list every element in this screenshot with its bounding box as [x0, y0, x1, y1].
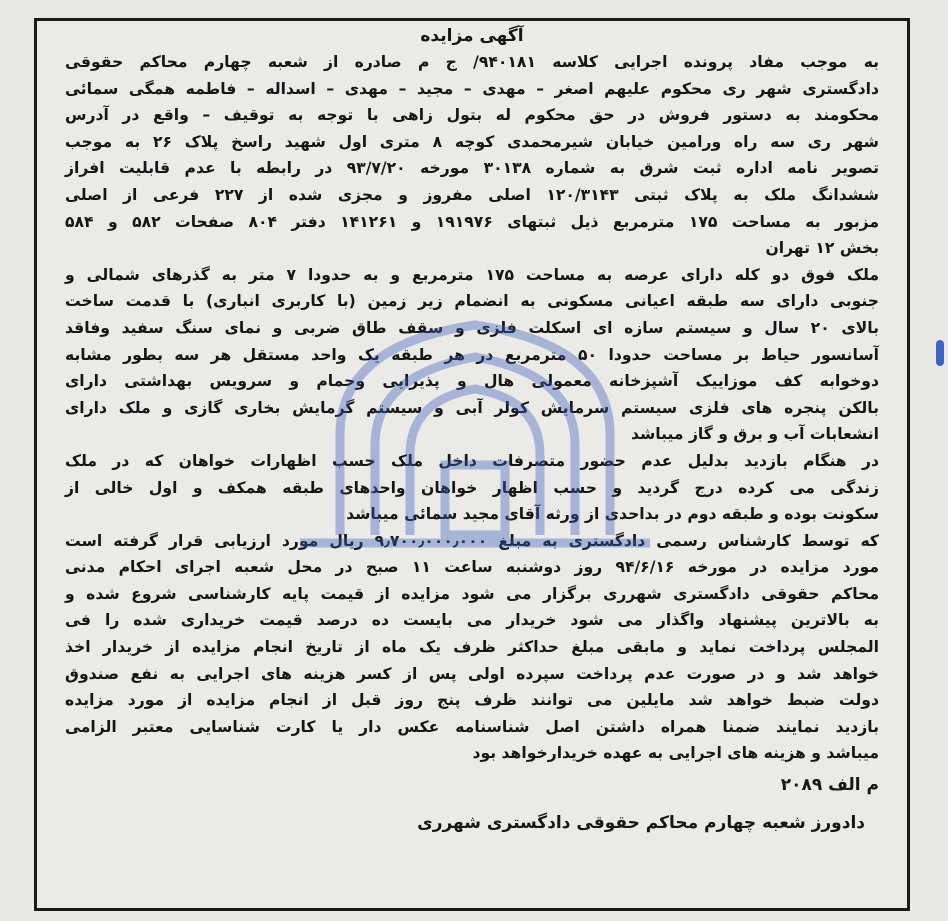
notice-body: [37, 21, 907, 908]
notice-line: المجلس پرداخت نماید و مابقی مبلغ حداکثر ظرف یک ماه از تاریخ انجام مزایده از خریدار اخذ: [65, 638, 879, 657]
notice-line: بازدید نمایند ضمنا همراه داشتن اصل شناسنامه عکس دار یا کارت شناسایی معتبر الزامی: [65, 717, 879, 736]
notice-line: در هنگام بازدید بدلیل عدم حضور متصرفات داخل ملک حسب اظهارات خواهان که در ملک: [65, 451, 879, 470]
notice-code: م الف ۲۰۸۹: [780, 775, 879, 796]
notice-line: جنوبی دارای سه طبقه اعیانی مسکونی به انضمام زیر زمین (با کاربری انباری) با قدمت ساخت: [65, 292, 879, 311]
notice-line: مورد مزایده در مورخه ۹۴/۶/۱۶ روز دوشنبه ساعت ۱۱ صبح در محل شعبه اجرای احکام مدنی: [65, 558, 880, 577]
notice-line: به بالاترین پیشنهاد واگذار می شود خریدار می بایست ده درصد قیمت خریداری شده را فی: [65, 611, 879, 630]
notice-line: ششدانگ ملک به پلاک ثبتی ۱۲۰/۳۱۴۳ اصلی مفروز و مجزی شده از ۲۲۷ فرعی از اصلی: [65, 185, 879, 204]
notice-line: ملک فوق دو کله دارای عرصه به مساحت ۱۷۵ مترمربع و به حدودا ۷ متر به گذرهای شمالی و: [65, 265, 879, 284]
notice-title: آگهی مزایده: [420, 26, 524, 46]
notice-line: محکومند به دستور فروش در حق محکوم له بتول زاهی با توجه به توقیف – واقع در آدرس: [65, 106, 879, 125]
notice-line: مزبور به مساحت ۱۷۵ مترمربع ذیل ثبتهای ۱۹۱۹۷۶ و ۱۴۱۲۶۱ دفتر ۸۰۴ صفحات ۵۸۲ و ۵۸۴: [65, 212, 879, 231]
notice-line: بالای ۲۰ سال و سیستم سازه ای اسکلت فلزی و سقف طاق ضربی و نمای سنگ سفید وفاقد: [65, 318, 879, 337]
notice-line: شهر ری سه راه ورامین خیابان شیرمحمدی کوچه ۸ متری اول شهید راسخ پلاک ۲۶ به موجب: [65, 132, 880, 151]
notice-line: انشعابات آب و برق و گاز میباشد: [630, 425, 879, 444]
notice-line: آسانسور حیاط بر مساحت حدودا ۵۰ مترمربع در هر طبقه یک واحد مستقل هر سه بطور مشابه: [65, 345, 879, 364]
notice-line: دوخوابه کف موزاییک آشپزخانه معمولی هال و پذیرایی وحمام و سرویس بهداشتی دارای: [65, 372, 879, 391]
notice-line: بخش ۱۲ تهران: [765, 239, 879, 258]
notice-line: محاکم حقوقی دادگستری شهرری برگزار می شود مزایده از قیمت پایه کارشناسی شروع شده و: [65, 584, 879, 603]
notice-line: زندگی می کرده درج گردید و حسب اظهار خواهان واحدهای طبقه همکف و اول خالی از: [65, 478, 879, 497]
notice-signature: دادورز شعبه چهارم محاکم حقوقی دادگستری شهرری: [417, 813, 865, 834]
notice-line: دادگستری شهر ری محکوم علیهم اصغر – مهدی – مجید – مهدی – اسداله – فاطمه همگی سمائی: [65, 79, 879, 98]
notice-line: دولت ضبط خواهد شد مایلین می توانند ظرف پنج روز قبل از انجام مزایده از مورد مزایده: [65, 691, 879, 710]
notice-border: [34, 18, 910, 911]
scan-edge-mark: [936, 340, 944, 366]
notice-line: میباشد و هزینه های اجرایی به عهده خریدارخواهد بود: [472, 744, 879, 763]
notice-line: بالکن پنجره های فلزی سیستم سرمایش کولر آبی و سیستم گرمایش بخاری گازی و ملک دارای: [65, 398, 879, 417]
notice-line: که توسط کارشناس رسمی دادگستری به مبلغ ۹٫۷۰۰٫۰۰۰٫۰۰۰ ریال مورد ارزیابی قرار گرفته است: [65, 531, 879, 550]
notice-line: به موجب مفاد پرونده اجرایی کلاسه ۹۴۰۱۸۱/ ج م صادره از شعبه چهارم محاکم حقوقی: [65, 53, 879, 71]
notice-line: سکونت بوده و طبقه دوم در بداحدی از ورثه آقای مجید سمائی میباشد: [346, 505, 879, 524]
notice-line: خواهد شد و در صورت عدم پرداخت سپرده اولی پس از کسر هزینه های اجرایی به نفع صندوق: [65, 664, 879, 683]
notice-line: تصویر نامه اداره ثبت شرق به شماره ۳۰۱۳۸ مورخه ۹۳/۷/۲۰ در رابطه با عدم قابلیت افراز: [65, 159, 879, 178]
